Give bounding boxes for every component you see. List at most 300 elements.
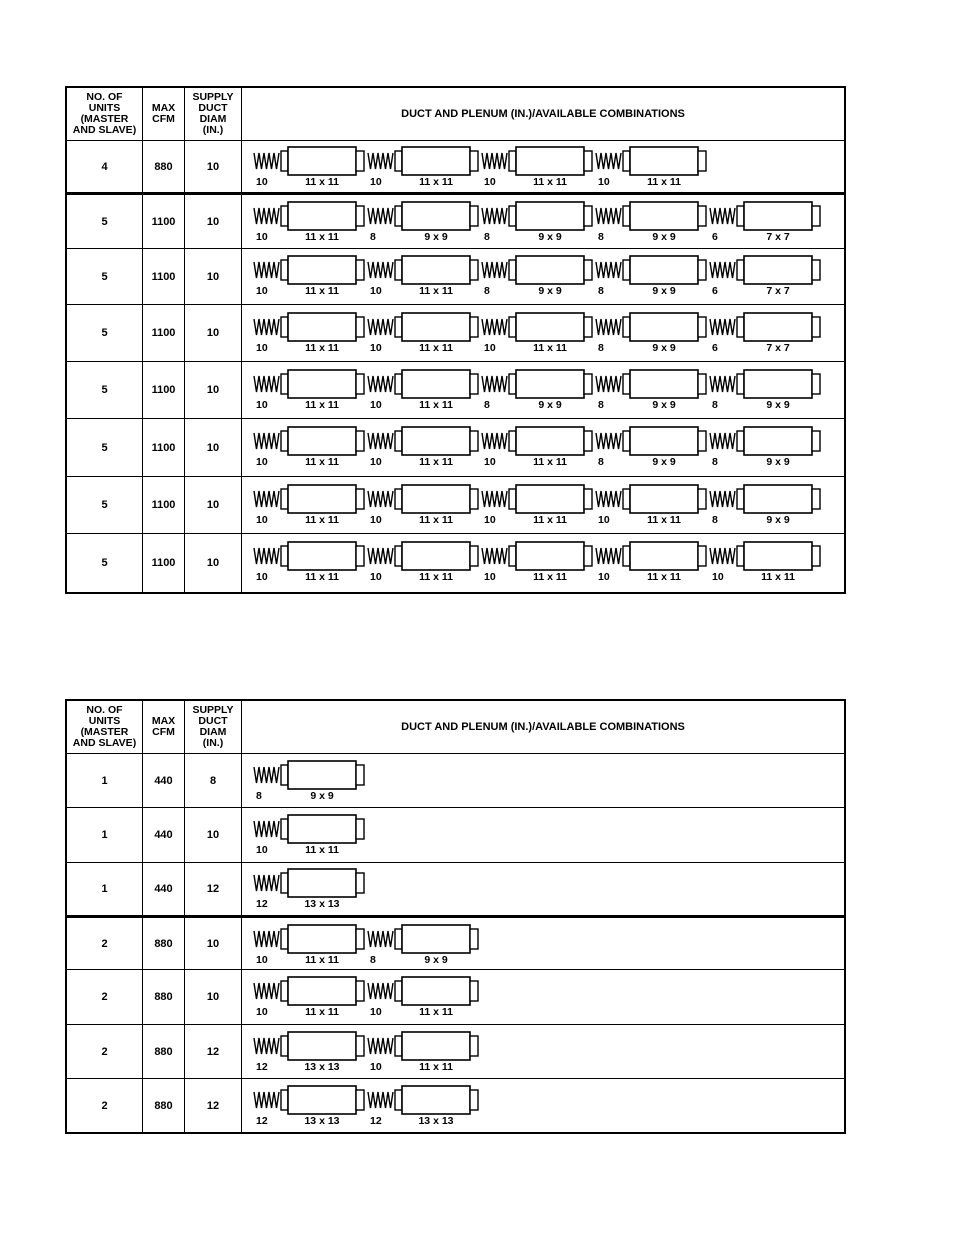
end-cap-icon (470, 929, 478, 949)
table-row (67, 533, 844, 592)
duct-combination-diagram (242, 1079, 846, 1133)
collar-icon (281, 151, 288, 171)
header-combinations: DUCT AND PLENUM (IN.)/AVAILABLE COMBINATIONS (401, 107, 685, 120)
plenum-box-icon (744, 313, 812, 341)
collar-icon (281, 981, 288, 1001)
duct-size-label: 6 (712, 231, 718, 243)
supply-diam-cell: 10 (185, 195, 242, 248)
duct-combination-diagram (242, 918, 846, 972)
duct-size-label: 8 (256, 790, 262, 802)
units-cell: 5 (67, 249, 143, 304)
plenum-box-icon (288, 761, 356, 789)
plenum-box-icon (516, 202, 584, 230)
end-cap-icon (470, 151, 478, 171)
units-cell: 5 (67, 477, 143, 533)
header-units-line: AND SLAVE) (72, 124, 137, 136)
plenum-box-icon (402, 925, 470, 953)
table-row (67, 192, 844, 248)
flex-duct-icon (368, 208, 393, 224)
max-cfm-cell: 1100 (143, 362, 185, 418)
duct-combination-diagram (242, 863, 846, 916)
plenum-size-label: 11 x 11 (533, 342, 567, 354)
flex-duct-icon (710, 548, 735, 564)
duct-combination-diagram (242, 1025, 846, 1079)
header-units-line: UNITS (88, 102, 121, 114)
end-cap-icon (698, 431, 706, 451)
supply-diam-cell: 8 (185, 754, 242, 807)
duct-plenum-unit (482, 542, 592, 583)
supply-diam-cell: 10 (185, 419, 242, 476)
duct-plenum-unit (254, 370, 364, 411)
table-row (67, 304, 844, 361)
duct-plenum-unit (368, 1086, 478, 1127)
duct-plenum-unit (254, 542, 364, 583)
collar-icon (509, 206, 516, 226)
plenum-size-label: 11 x 11 (305, 1006, 339, 1018)
flex-duct-icon (254, 262, 279, 278)
plenum-size-label: 11 x 11 (305, 285, 339, 297)
flex-duct-icon (482, 433, 507, 449)
duct-size-label: 10 (484, 176, 496, 188)
duct-plenum-unit (368, 977, 478, 1018)
collar-icon (395, 260, 402, 280)
table-row (67, 969, 844, 1024)
max-cfm-cell: 880 (143, 141, 185, 192)
plenum-box-icon (288, 147, 356, 175)
plenum-box-icon (288, 313, 356, 341)
max-cfm-cell: 880 (143, 918, 185, 969)
collar-icon (281, 1036, 288, 1056)
end-cap-icon (584, 260, 592, 280)
flex-duct-icon (596, 548, 621, 564)
supply-diam-cell: 10 (185, 305, 242, 361)
max-cfm-cell: 1100 (143, 195, 185, 248)
collar-icon (281, 819, 288, 839)
end-cap-icon (698, 317, 706, 337)
plenum-size-label: 11 x 11 (305, 954, 339, 966)
collar-icon (737, 317, 744, 337)
plenum-size-label: 11 x 11 (419, 399, 453, 411)
plenum-size-label: 11 x 11 (647, 176, 681, 188)
end-cap-icon (698, 489, 706, 509)
end-cap-icon (698, 374, 706, 394)
duct-plenum-unit (368, 542, 478, 583)
flex-duct-icon (254, 433, 279, 449)
end-cap-icon (470, 1090, 478, 1110)
duct-plenum-unit (254, 761, 364, 802)
collar-icon (623, 206, 630, 226)
collar-icon (395, 1036, 402, 1056)
plenum-box-icon (288, 977, 356, 1005)
flex-duct-icon (254, 767, 279, 783)
duct-size-label: 8 (598, 231, 604, 243)
header-supply-duct (185, 88, 242, 140)
duct-plenum-unit (368, 202, 478, 243)
collar-icon (623, 317, 630, 337)
combinations-cell (242, 305, 844, 361)
plenum-size-label: 13 x 13 (418, 1115, 454, 1127)
end-cap-icon (356, 317, 364, 337)
plenum-box-icon (516, 427, 584, 455)
end-cap-icon (470, 260, 478, 280)
collar-icon (281, 317, 288, 337)
duct-size-label: 8 (598, 399, 604, 411)
flex-duct-icon (482, 548, 507, 564)
supply-diam-cell: 10 (185, 249, 242, 304)
max-cfm-cell: 1100 (143, 249, 185, 304)
collar-icon (737, 431, 744, 451)
duct-size-label: 10 (370, 176, 382, 188)
max-cfm-cell: 1100 (143, 477, 185, 533)
duct-size-label: 10 (370, 571, 382, 583)
table-header (67, 701, 844, 753)
plenum-box-icon (402, 313, 470, 341)
header-supply-line: DUCT (198, 715, 228, 727)
plenum-size-label: 11 x 11 (761, 571, 795, 583)
duct-plenum-unit (482, 313, 592, 354)
plenum-size-label: 11 x 11 (419, 514, 453, 526)
plenum-box-icon (288, 925, 356, 953)
plenum-size-label: 9 x 9 (766, 456, 790, 468)
plenum-box-icon (402, 256, 470, 284)
duct-plenum-unit (710, 313, 820, 354)
end-cap-icon (356, 260, 364, 280)
duct-combination-diagram (242, 808, 846, 863)
collar-icon (281, 431, 288, 451)
duct-size-label: 10 (598, 176, 610, 188)
flex-duct-icon (596, 376, 621, 392)
duct-combination-diagram (242, 362, 846, 419)
units-cell: 4 (67, 141, 143, 192)
end-cap-icon (356, 489, 364, 509)
flex-duct-icon (254, 875, 279, 891)
collar-icon (509, 260, 516, 280)
plenum-size-label: 11 x 11 (533, 456, 567, 468)
duct-plenum-unit (368, 313, 478, 354)
collar-icon (509, 489, 516, 509)
max-cfm-cell: 1100 (143, 305, 185, 361)
collar-icon (395, 1090, 402, 1110)
duct-size-label: 10 (370, 285, 382, 297)
collar-icon (509, 431, 516, 451)
end-cap-icon (584, 151, 592, 171)
plenum-box-icon (288, 1086, 356, 1114)
plenum-size-label: 9 x 9 (766, 399, 790, 411)
duct-combination-diagram (242, 970, 846, 1025)
duct-plenum-unit (596, 202, 706, 243)
plenum-size-label: 11 x 11 (647, 514, 681, 526)
plenum-size-label: 9 x 9 (538, 399, 562, 411)
duct-size-label: 10 (256, 399, 268, 411)
end-cap-icon (698, 151, 706, 171)
duct-size-label: 10 (256, 231, 268, 243)
duct-size-label: 10 (256, 571, 268, 583)
table-row (67, 1024, 844, 1078)
end-cap-icon (470, 206, 478, 226)
duct-plenum-unit (368, 925, 478, 966)
duct-combination-diagram (242, 534, 846, 593)
duct-plenum-unit (596, 542, 706, 583)
supply-diam-cell: 12 (185, 1025, 242, 1078)
duct-plenum-unit (254, 1032, 364, 1073)
duct-size-label: 8 (598, 342, 604, 354)
duct-size-label: 10 (712, 571, 724, 583)
end-cap-icon (812, 374, 820, 394)
plenum-size-label: 7 x 7 (766, 231, 790, 243)
plenum-box-icon (402, 542, 470, 570)
flex-duct-icon (254, 983, 279, 999)
plenum-size-label: 11 x 11 (647, 571, 681, 583)
combinations-cell (242, 1025, 844, 1078)
collar-icon (281, 1090, 288, 1110)
table-row (67, 862, 844, 915)
end-cap-icon (356, 206, 364, 226)
flex-duct-icon (368, 376, 393, 392)
collar-icon (395, 489, 402, 509)
end-cap-icon (356, 765, 364, 785)
duct-size-label: 10 (484, 571, 496, 583)
max-cfm-cell: 1100 (143, 419, 185, 476)
duct-size-label: 8 (712, 456, 718, 468)
plenum-box-icon (288, 542, 356, 570)
duct-plenum-unit (254, 202, 364, 243)
duct-plenum-unit (254, 1086, 364, 1127)
duct-plenum-unit (368, 147, 478, 188)
end-cap-icon (584, 489, 592, 509)
header-combinations: DUCT AND PLENUM (IN.)/AVAILABLE COMBINATIONS (401, 720, 685, 733)
max-cfm-cell: 440 (143, 863, 185, 915)
combinations-table-bottom (65, 699, 846, 1134)
duct-size-label: 10 (370, 1061, 382, 1073)
plenum-box-icon (630, 202, 698, 230)
header-cfm-line: MAX (151, 715, 176, 727)
duct-size-label: 10 (598, 571, 610, 583)
duct-plenum-unit (368, 427, 478, 468)
plenum-size-label: 11 x 11 (419, 342, 453, 354)
plenum-box-icon (288, 427, 356, 455)
supply-diam-cell: 10 (185, 141, 242, 192)
plenum-size-label: 11 x 11 (305, 231, 339, 243)
header-supply-line: (IN.) (202, 737, 224, 749)
header-units-line: NO. OF (86, 704, 123, 716)
duct-size-label: 10 (598, 514, 610, 526)
flex-duct-icon (368, 931, 393, 947)
duct-size-label: 10 (256, 844, 268, 856)
duct-plenum-unit (482, 256, 592, 297)
combinations-cell (242, 863, 844, 915)
duct-plenum-unit (710, 542, 820, 583)
flex-duct-icon (596, 153, 621, 169)
flex-duct-icon (368, 153, 393, 169)
end-cap-icon (812, 546, 820, 566)
units-cell: 2 (67, 970, 143, 1024)
flex-duct-icon (254, 491, 279, 507)
table-row (67, 915, 844, 969)
flex-duct-icon (710, 376, 735, 392)
flex-duct-icon (596, 262, 621, 278)
plenum-size-label: 13 x 13 (304, 1115, 340, 1127)
plenum-box-icon (402, 427, 470, 455)
max-cfm-cell: 1100 (143, 534, 185, 592)
end-cap-icon (356, 819, 364, 839)
duct-size-label: 10 (256, 1006, 268, 1018)
flex-duct-icon (254, 1038, 279, 1054)
plenum-box-icon (288, 1032, 356, 1060)
supply-diam-cell: 10 (185, 362, 242, 418)
combinations-cell (242, 1079, 844, 1132)
combinations-table-top (65, 86, 846, 594)
plenum-box-icon (516, 542, 584, 570)
plenum-size-label: 9 x 9 (652, 285, 676, 297)
duct-size-label: 10 (370, 399, 382, 411)
plenum-box-icon (744, 202, 812, 230)
duct-size-label: 10 (370, 514, 382, 526)
plenum-box-icon (630, 256, 698, 284)
flex-duct-icon (482, 491, 507, 507)
collar-icon (509, 374, 516, 394)
collar-icon (623, 489, 630, 509)
plenum-box-icon (288, 202, 356, 230)
header-units-line: (MASTER (80, 113, 129, 125)
plenum-size-label: 11 x 11 (305, 514, 339, 526)
duct-combination-diagram (242, 305, 846, 362)
units-cell: 5 (67, 195, 143, 248)
plenum-size-label: 9 x 9 (538, 231, 562, 243)
duct-size-label: 8 (484, 285, 490, 297)
units-cell: 5 (67, 362, 143, 418)
duct-plenum-unit (482, 202, 592, 243)
flex-duct-icon (254, 208, 279, 224)
collar-icon (281, 765, 288, 785)
plenum-size-label: 9 x 9 (766, 514, 790, 526)
flex-duct-icon (596, 433, 621, 449)
flex-duct-icon (254, 548, 279, 564)
duct-combination-diagram (242, 477, 846, 534)
max-cfm-cell: 880 (143, 1025, 185, 1078)
duct-size-label: 8 (484, 399, 490, 411)
units-cell: 5 (67, 305, 143, 361)
collar-icon (281, 873, 288, 893)
plenum-size-label: 11 x 11 (305, 176, 339, 188)
header-cfm-line: MAX (151, 102, 176, 114)
collar-icon (737, 206, 744, 226)
plenum-box-icon (516, 370, 584, 398)
combinations-cell (242, 808, 844, 862)
plenum-size-label: 13 x 13 (304, 1061, 340, 1073)
header-max-cfm (143, 701, 185, 753)
plenum-size-label: 9 x 9 (652, 342, 676, 354)
plenum-box-icon (288, 256, 356, 284)
duct-combination-diagram (242, 141, 846, 193)
units-cell: 2 (67, 918, 143, 969)
duct-plenum-unit (482, 370, 592, 411)
supply-diam-cell: 10 (185, 808, 242, 862)
collar-icon (395, 981, 402, 1001)
max-cfm-cell: 440 (143, 808, 185, 862)
duct-combination-diagram (242, 195, 846, 251)
plenum-size-label: 9 x 9 (424, 954, 448, 966)
end-cap-icon (698, 260, 706, 280)
combinations-cell (242, 754, 844, 807)
plenum-size-label: 11 x 11 (419, 456, 453, 468)
header-units-line: (MASTER (80, 726, 129, 738)
collar-icon (281, 260, 288, 280)
flex-duct-icon (368, 548, 393, 564)
plenum-size-label: 11 x 11 (533, 176, 567, 188)
plenum-size-label: 11 x 11 (419, 285, 453, 297)
duct-plenum-unit (254, 147, 364, 188)
end-cap-icon (356, 929, 364, 949)
plenum-box-icon (402, 370, 470, 398)
plenum-size-label: 9 x 9 (424, 231, 448, 243)
duct-size-label: 8 (370, 231, 376, 243)
supply-diam-cell: 12 (185, 863, 242, 915)
supply-diam-cell: 10 (185, 534, 242, 592)
plenum-size-label: 9 x 9 (652, 231, 676, 243)
table-row (67, 476, 844, 533)
duct-size-label: 6 (712, 285, 718, 297)
collar-icon (395, 317, 402, 337)
plenum-size-label: 11 x 11 (305, 844, 339, 856)
duct-size-label: 8 (370, 954, 376, 966)
collar-icon (623, 431, 630, 451)
flex-duct-icon (596, 319, 621, 335)
plenum-box-icon (744, 485, 812, 513)
header-units-line: UNITS (88, 715, 121, 727)
end-cap-icon (812, 317, 820, 337)
combinations-cell (242, 141, 844, 192)
duct-size-label: 10 (370, 456, 382, 468)
flex-duct-icon (254, 376, 279, 392)
plenum-size-label: 11 x 11 (419, 1061, 453, 1073)
end-cap-icon (470, 317, 478, 337)
header-units-line: NO. OF (86, 91, 123, 103)
duct-size-label: 10 (256, 176, 268, 188)
duct-plenum-unit (368, 485, 478, 526)
end-cap-icon (470, 981, 478, 1001)
duct-plenum-unit (596, 256, 706, 297)
end-cap-icon (356, 374, 364, 394)
duct-size-label: 8 (598, 285, 604, 297)
duct-size-label: 10 (256, 954, 268, 966)
supply-diam-cell: 10 (185, 477, 242, 533)
plenum-box-icon (402, 977, 470, 1005)
collar-icon (395, 431, 402, 451)
flex-duct-icon (368, 1038, 393, 1054)
end-cap-icon (584, 374, 592, 394)
end-cap-icon (584, 431, 592, 451)
plenum-box-icon (288, 370, 356, 398)
header-units-line: AND SLAVE) (72, 737, 137, 749)
plenum-box-icon (630, 370, 698, 398)
flex-duct-icon (482, 262, 507, 278)
table-header (67, 88, 844, 140)
table-row (67, 1078, 844, 1132)
end-cap-icon (356, 151, 364, 171)
flex-duct-icon (254, 1092, 279, 1108)
duct-combination-diagram (242, 754, 846, 808)
duct-size-label: 10 (370, 1006, 382, 1018)
collar-icon (395, 374, 402, 394)
end-cap-icon (356, 981, 364, 1001)
end-cap-icon (470, 489, 478, 509)
flex-duct-icon (710, 433, 735, 449)
collar-icon (395, 206, 402, 226)
duct-size-label: 8 (598, 456, 604, 468)
max-cfm-cell: 440 (143, 754, 185, 807)
plenum-size-label: 11 x 11 (305, 399, 339, 411)
combinations-cell (242, 918, 844, 969)
